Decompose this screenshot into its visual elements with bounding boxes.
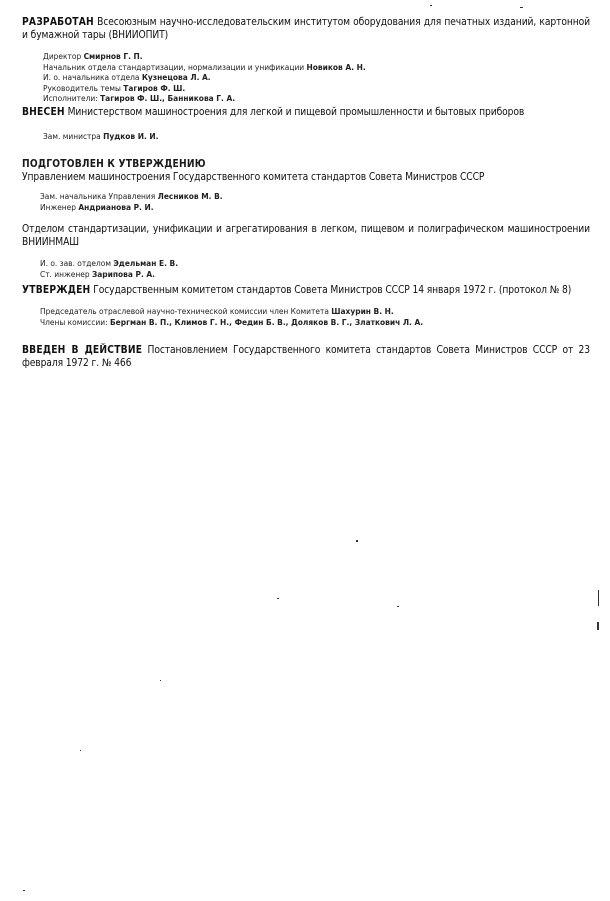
- person-role: И. о. начальника отдела: [43, 72, 140, 83]
- person-role: И. о. зав. отделом: [40, 258, 111, 268]
- person-line: [43, 51, 590, 62]
- introduced-paragraph: [22, 106, 590, 119]
- person-line: [40, 258, 590, 269]
- prepared-people: [40, 191, 590, 212]
- chair-name: Шахурин В. Н.: [331, 306, 394, 316]
- person-name: Андрианова Р. И.: [78, 201, 154, 212]
- person-role: Зам. начальника Управления: [40, 191, 156, 201]
- scan-speck: [160, 680, 161, 681]
- person-name: Новиков А. Н.: [306, 61, 366, 72]
- scan-speck: [598, 590, 599, 606]
- effective-section: [22, 344, 590, 370]
- person-line: [43, 131, 590, 142]
- developed-text: Всесоюзным научно-исследовательским институтом оборудования для печатных изданий, картонной и бумажной тары (ВНИИОПИТ): [22, 17, 590, 41]
- chair-role: Председатель отраслевой научно-технической комиссии член Комитета: [40, 306, 329, 316]
- person-line: [43, 62, 590, 73]
- introduced-text: Министерством машиностроения для легкой и пищевой промышленности и бытовых приборов: [67, 107, 525, 118]
- person-line: [40, 191, 590, 202]
- person-name: Зарипова Р. А.: [91, 268, 156, 279]
- developed-section: [22, 16, 590, 104]
- person-line: [40, 202, 590, 213]
- department-section: [22, 223, 590, 279]
- developed-label: РАЗРАБОТАН: [22, 17, 94, 28]
- person-role: Зам. министра: [43, 131, 101, 141]
- person-line: [43, 72, 590, 83]
- person-role: Директор: [43, 51, 82, 61]
- scan-speck: [520, 7, 523, 8]
- person-line: [43, 83, 590, 94]
- prepared-text: Управлением машиностроения Государственного комитета стандартов Совета Министров СССР: [22, 172, 485, 183]
- prepared-section: [22, 158, 590, 212]
- prepared-heading: ПОДГОТОВЛЕН К УТВЕРЖДЕНИЮ: [22, 159, 206, 170]
- scan-speck: [23, 890, 25, 891]
- scan-speck: [277, 598, 279, 599]
- person-role: Инженер: [40, 201, 76, 212]
- members-line: [40, 317, 590, 328]
- person-role: Исполнители:: [43, 93, 98, 104]
- person-name: Тагиров Ф. Ш., Банникова Г. А.: [100, 93, 236, 104]
- approved-people: [40, 306, 590, 327]
- developed-people: [43, 51, 590, 104]
- person-role: Ст. инженер: [40, 268, 90, 279]
- approved-label: УТВЕРЖДЕН: [22, 285, 91, 296]
- person-name: Смирнов Г. П.: [83, 51, 143, 61]
- person-name: Кузнецова Л. А.: [141, 72, 211, 83]
- approved-section: [22, 284, 590, 327]
- effective-text: Постановлением Государственного комитета стандартов Совета Министров СССР от 23 февраля 1972 г. № 466: [22, 345, 591, 369]
- department-text: Отделом стандартизации, унификации и агрегатирования в легком, пищевом и полиграфическом машиностроении ВНИИНМАШ: [22, 224, 590, 248]
- scan-speck: [80, 750, 81, 751]
- department-people: [40, 258, 590, 279]
- effective-paragraph: [22, 344, 590, 370]
- person-name: Тагиров Ф. Ш.: [123, 82, 186, 93]
- scan-speck: [397, 606, 399, 607]
- chair-line: [40, 306, 590, 317]
- effective-label: ВВЕДЕН В ДЕЙСТВИЕ: [22, 345, 143, 356]
- introduced-section: [22, 106, 590, 142]
- approved-paragraph: [22, 284, 590, 297]
- person-line: [40, 269, 590, 280]
- person-name: Эдельман Е. В.: [113, 258, 179, 268]
- members-names: Бергман В. П., Климов Г. Н., Федин Б. В., Доляков В. Г., Златкович Л. А.: [109, 316, 424, 327]
- person-name: Пудков И. И.: [103, 131, 159, 141]
- scan-speck: [356, 540, 358, 542]
- person-role: Руководитель темы: [43, 82, 121, 93]
- introduced-label: ВНЕСЕН: [22, 107, 65, 118]
- members-role: Члены комиссии:: [40, 316, 108, 327]
- person-name: Лесников М. В.: [157, 191, 223, 201]
- scan-speck: [430, 5, 432, 6]
- developed-paragraph: [22, 16, 590, 42]
- person-line: [43, 93, 590, 104]
- person-role: Начальник отдела стандартизации, нормализации и унификации: [43, 61, 305, 72]
- scan-speck: [597, 622, 599, 630]
- approved-text: Государственным комитетом стандартов Совета Министров СССР 14 января 1972 г. (протокол № 8): [93, 285, 572, 296]
- introduced-people: [43, 131, 590, 142]
